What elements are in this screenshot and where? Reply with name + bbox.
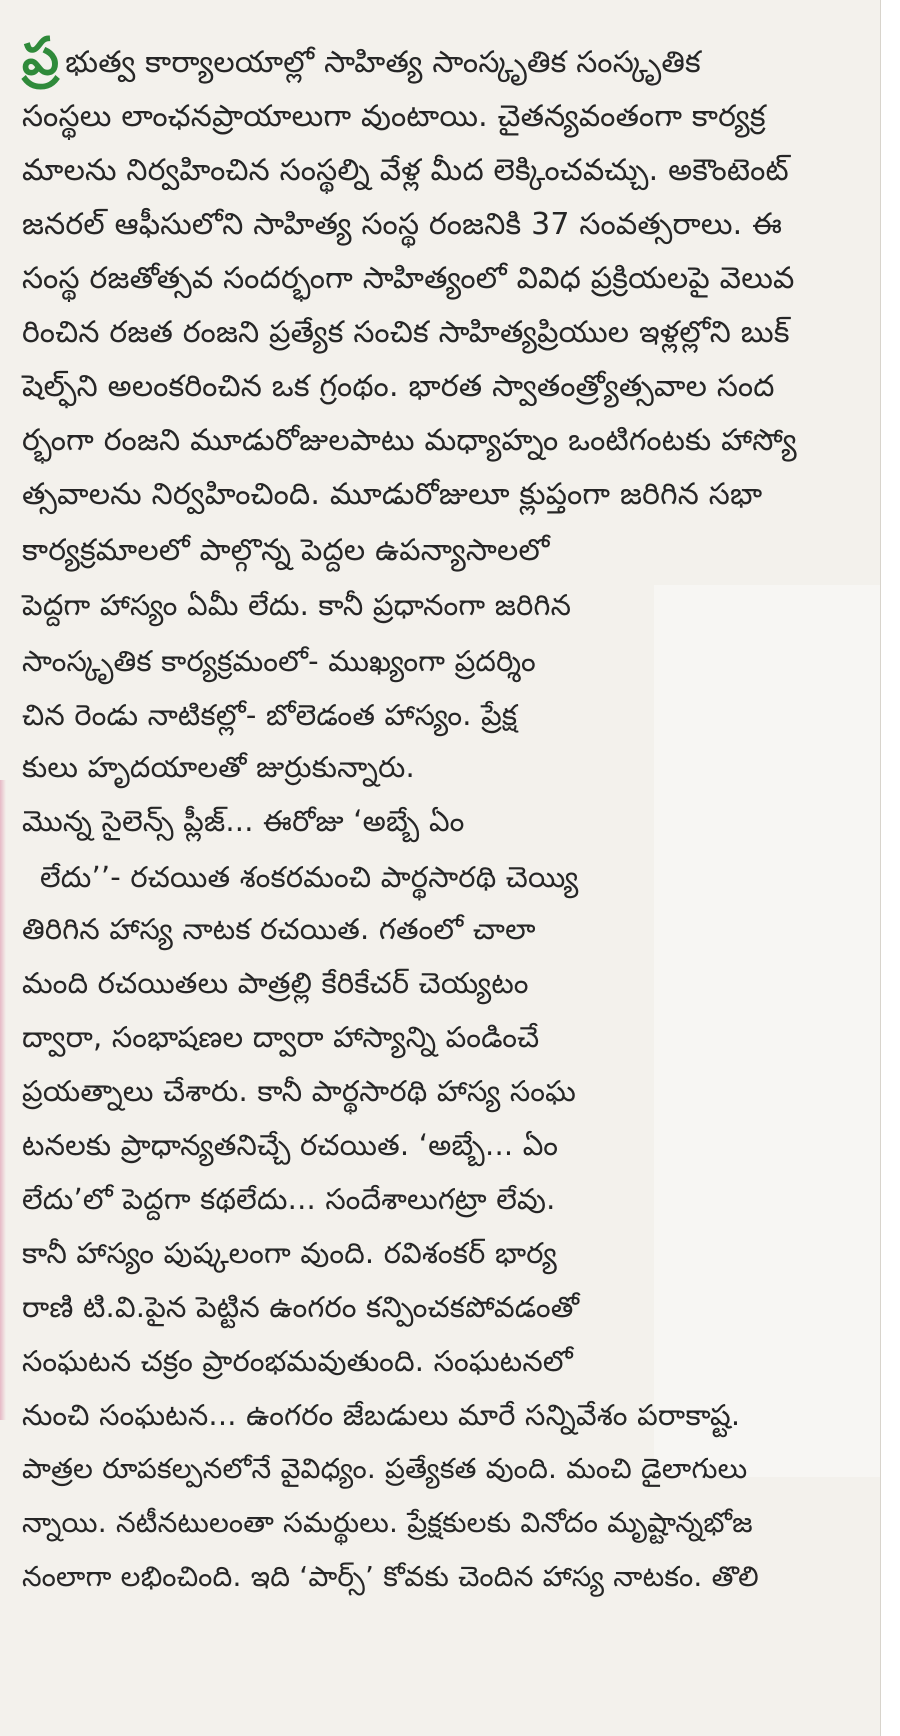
dropcap: ప్ర bbox=[22, 27, 60, 87]
article-line-15: మొన్న సైలెన్స్ ప్లీజ్... ఈరోజు ‘అబ్బే ఏం bbox=[22, 804, 465, 838]
article-line-19: ద్వారా, సంభాషణల ద్వారా హాస్యాన్ని పండించే bbox=[22, 1020, 540, 1054]
article-line-28: న్నాయి. నటీనటులంతా సమర్థులు. ప్రేక్షకులకు వినోదం మృష్టాన్నభోజ bbox=[22, 1506, 753, 1539]
article-line-4: జనరల్ ఆఫీసులోని సాహిత్య సంస్థ రంజనికి 37 సంవత్సరాలు. ఈ bbox=[22, 207, 783, 242]
article-line-10: కార్యక్రమాలలో పాల్గొన్న పెద్దల ఉపన్యాసాలలో bbox=[22, 533, 550, 568]
article-line-24: రాణి టి.వి.పైన పెట్టిన ఉంగరం కన్పించకపోవడంతో bbox=[22, 1290, 580, 1324]
article-line-21: టనలకు ప్రాధాన్యతనిచ్చే రచయిత. ‘అబ్బే... ఏం bbox=[22, 1128, 559, 1162]
article-line-26: నుంచి సంఘటన... ఉంగరం జేబడులు మారే సన్నివేశం పరాకాష్ట. bbox=[22, 1398, 741, 1432]
article-line-5: సంస్థ రజతోత్సవ సందర్భంగా సాహిత్యంలో వివిధ ప్రక్రియలపై వెలువ bbox=[22, 261, 795, 296]
article-line-29: నంలాగా లభించింది. ఇది ‘పార్స్’ కోవకు చెందిన హాస్య నాటకం. తొలి bbox=[22, 1560, 759, 1593]
article-line-11: పెద్దగా హాస్యం ఏమీ లేదు. కానీ ప్రధానంగా జరిగిన bbox=[22, 588, 572, 622]
article-line-2: సంస్థలు లాంఛనప్రాయాలుగా వుంటాయి. చైతన్యవంతంగా కార్యక్ర bbox=[22, 99, 766, 134]
page-edge-stain bbox=[0, 780, 6, 1420]
article-line-25: సంఘటన చక్రం ప్రారంభమవుతుంది. సంఘటనలో bbox=[22, 1344, 573, 1378]
article-line-1 bbox=[22, 27, 701, 87]
article-line-9: త్సవాలను నిర్వహించింది. మూడురోజులూ క్లుప్తంగా జరిగిన సభా bbox=[22, 477, 763, 512]
article-line-16: లేదు’’- రచయిత శంకరమంచి పార్థసారథి చెయ్యి bbox=[40, 860, 579, 894]
article-line-13: చిన రెండు నాటికల్లో- బోలెడంత హాస్యం. ప్రేక్ష bbox=[22, 698, 518, 732]
article-line-7: షెల్ఫ్‌ని అలంకరించిన ఒక గ్రంథం. భారత స్వాతంత్ర్యోత్సవాల సంద bbox=[22, 369, 775, 404]
article-line-8: ర్భంగా రంజని మూడురోజులపాటు మధ్యాహ్నం ఒంటిగంటకు హాస్యో bbox=[22, 423, 797, 458]
article-line-20: ప్రయత్నాలు చేశారు. కానీ పార్థసారథి హాస్య సంఘ bbox=[22, 1074, 577, 1108]
article-line-6: రించిన రజత రంజని ప్రత్యేక సంచిక సాహిత్యప్రియుల ఇళ్లల్లోని బుక్ bbox=[22, 315, 790, 350]
article-line-14: కులు హృదయాలతో జుర్రుకున్నారు. bbox=[22, 750, 415, 784]
article-line-27: పాత్రల రూపకల్పనలోనే వైవిధ్యం. ప్రత్యేకత వుంది. మంచి డైలాగులు bbox=[22, 1452, 748, 1485]
article-line-3: మాలను నిర్వహించిన సంస్థల్ని వేళ్ల మీద లెక్కించవచ్చు. అకౌంటెంట్ bbox=[22, 153, 789, 188]
article-line-17: తిరిగిన హాస్య నాటక రచయిత. గతంలో చాలా bbox=[22, 912, 536, 946]
article-line-18: మంది రచయితలు పాత్రల్లి కేరికేచర్ చెయ్యటం bbox=[22, 966, 529, 1000]
article-line-22: లేదు’లో పెద్దగా కథలేదు... సందేశాలుగట్రా లేవు. bbox=[22, 1182, 556, 1216]
article-line-12: సాంస్కృతిక కార్యక్రమంలో- ముఖ్యంగా ప్రదర్శిం bbox=[22, 644, 536, 678]
article-line-23: కానీ హాస్యం పుష్కలంగా వుంది. రవిశంకర్ భార్య bbox=[22, 1236, 557, 1270]
article-line-text: భుత్వ కార్యాలయాల్లో సాహిత్య సాంస్కృతిక సంస్కృతిక bbox=[65, 45, 701, 80]
clipping-cutout-area bbox=[654, 585, 880, 1477]
